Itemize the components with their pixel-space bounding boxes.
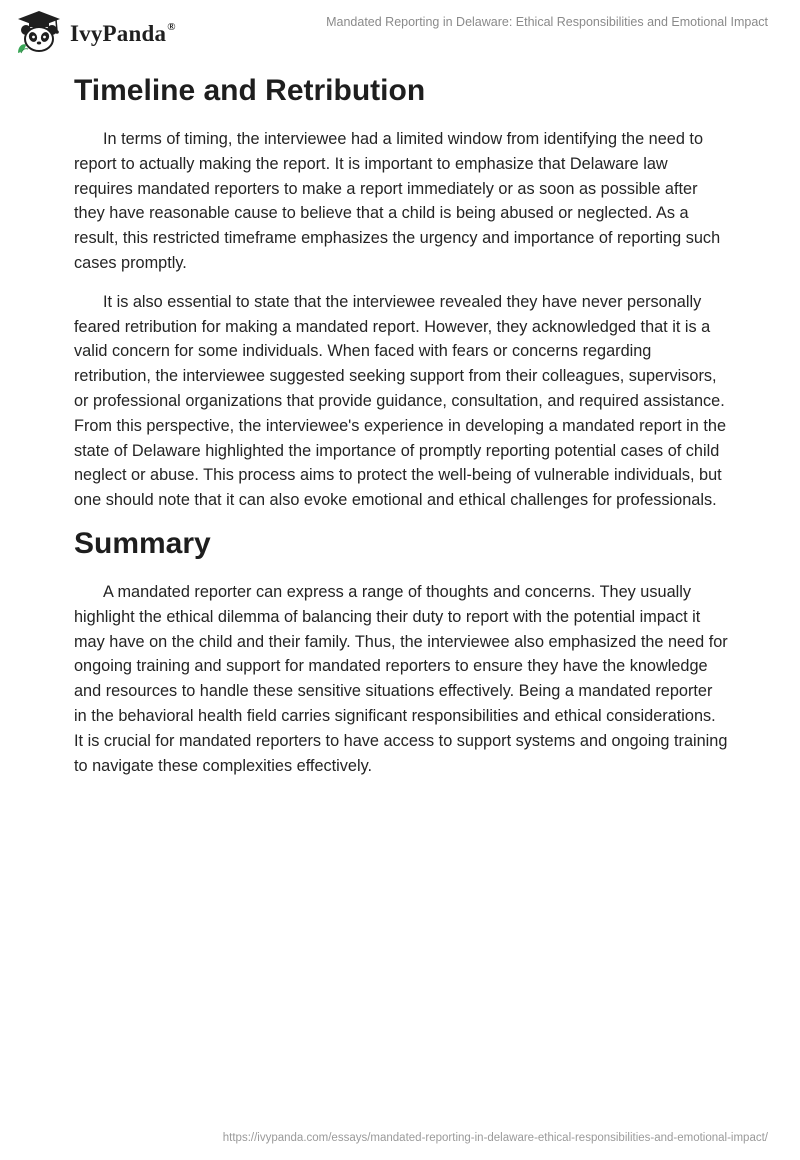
section-heading-timeline: Timeline and Retribution — [74, 74, 426, 107]
page-header — [0, 0, 800, 60]
paragraph-timeline-1: In terms of timing, the interviewee had a limited window from identifying the need to report to actually making the report. It is important to emphasize that Delaware law requires mandated reporters to make a report immediately or as soon as possible after they have reasonable cause to believe that a child is being abused or neglected. As a result, this restricted timeframe emphasizes the urgency and importance of reporting such cases promptly. — [74, 130, 721, 272]
registered-mark: ® — [167, 21, 176, 34]
essay-content — [74, 72, 728, 792]
panda-graduation-cap-icon — [14, 9, 64, 55]
document-title: Mandated Reporting in Delaware: Ethical Responsibilities and Emotional Impact — [326, 15, 768, 29]
brand-name: IvyPanda® — [70, 21, 176, 46]
paragraph-summary-1: A mandated reporter can express a range of thoughts and concerns. They usually highlight the ethical dilemma of balancing their duty to report with the potential impact it may have on the child and their family. Thus, the interviewee also emphasized the need for ongoing training and support for mandated reporters to ensure they have the knowledge and resources to handle these sensitive situations effectively. Being a mandated reporter in the behavioral health field carries significant responsibilities and ethical considerations. It is crucial for mandated reporters to have access to support systems and ongoing training to navigate these complexities effectively. — [74, 582, 728, 775]
section-heading-summary: Summary — [74, 526, 211, 560]
paragraph-timeline-2: It is also essential to state that the interviewee revealed they have never personally feared retribution for making a mandated report. However, they acknowledged that it is a valid concern for some individuals. When faced with fears or concerns regarding retribution, the interviewee suggested seeking support from their colleagues, supervisors, or professional organizations that provide guidance, consultation, and required assistance. From this perspective, the interviewee's experience in developing a mandated report in the state of Delaware highlighted the importance of promptly reporting potential cases of child neglect or abuse. This process aims to protect the well-being of vulnerable individuals, but one should note that it can also evoke emotional and ethical challenges for professionals. — [74, 292, 727, 510]
source-url[interactable]: https://ivypanda.com/essays/mandated-reporting-in-delaware-ethical-responsibilities-and-emotional-impact/ — [222, 1132, 768, 1144]
ivypanda-logo[interactable] — [14, 8, 176, 56]
